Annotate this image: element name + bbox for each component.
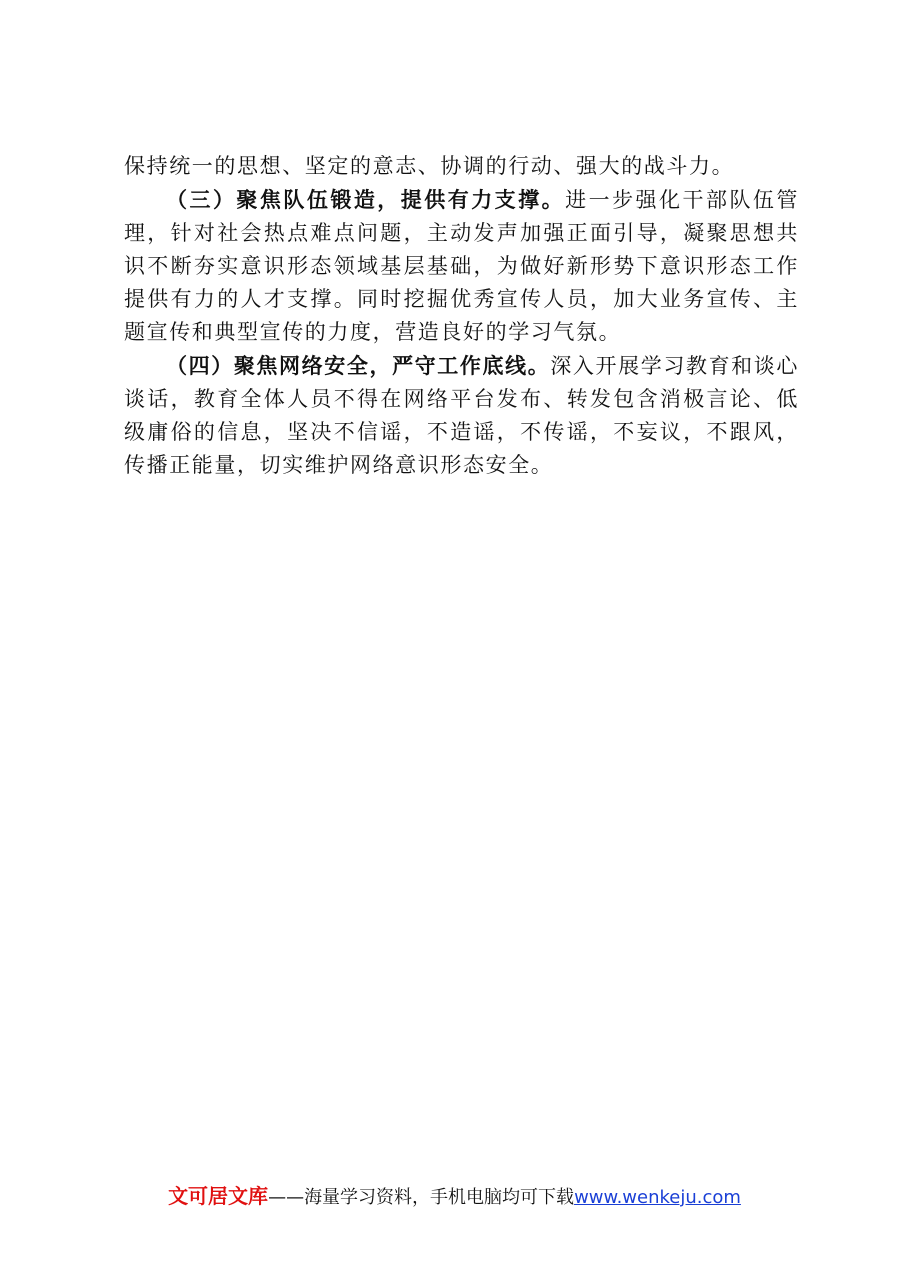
footer-brand: 文可居文库 xyxy=(168,1184,269,1208)
paragraph-continuation xyxy=(124,150,799,183)
footer-website-link[interactable]: www.wenkeju.com xyxy=(574,1187,741,1208)
paragraph-section-three xyxy=(124,183,799,349)
paragraph-section-four xyxy=(124,349,799,482)
section-heading-three: （三）聚焦队伍锻造，提供有力支撑。 xyxy=(166,187,566,212)
footer-slogan: ——海量学习资料，手机电脑均可下载 xyxy=(268,1187,575,1208)
paragraph-text: 进一步强化干部队伍管理，针对社会热点难点问题，主动发声加强正面引导，凝聚思想共识不断夯实意识形态领域基层基础，为做好新形势下意识形态工作提供有力的人才支撑。同时挖掘优秀宣传人员，加大业务宣传、主题宣传和典型宣传的力度，营造良好的学习气氛。 xyxy=(124,188,799,344)
paragraph-text: 保持统一的思想、坚定的意志、协调的行动、强大的战斗力。 xyxy=(124,154,735,178)
footer-banner xyxy=(0,1183,909,1211)
section-heading-four: （四）聚焦网络安全，严守工作底线。 xyxy=(166,353,551,378)
document-body xyxy=(124,150,799,482)
paragraph-text: 深入开展学习教育和谈心谈话，教育全体人员不得在网络平台发布、转发包含消极言论、低级庸俗的信息，坚决不信谣，不造谣，不传谣，不妄议，不跟风，传播正能量，切实维护网络意识形态安全。 xyxy=(124,354,799,477)
